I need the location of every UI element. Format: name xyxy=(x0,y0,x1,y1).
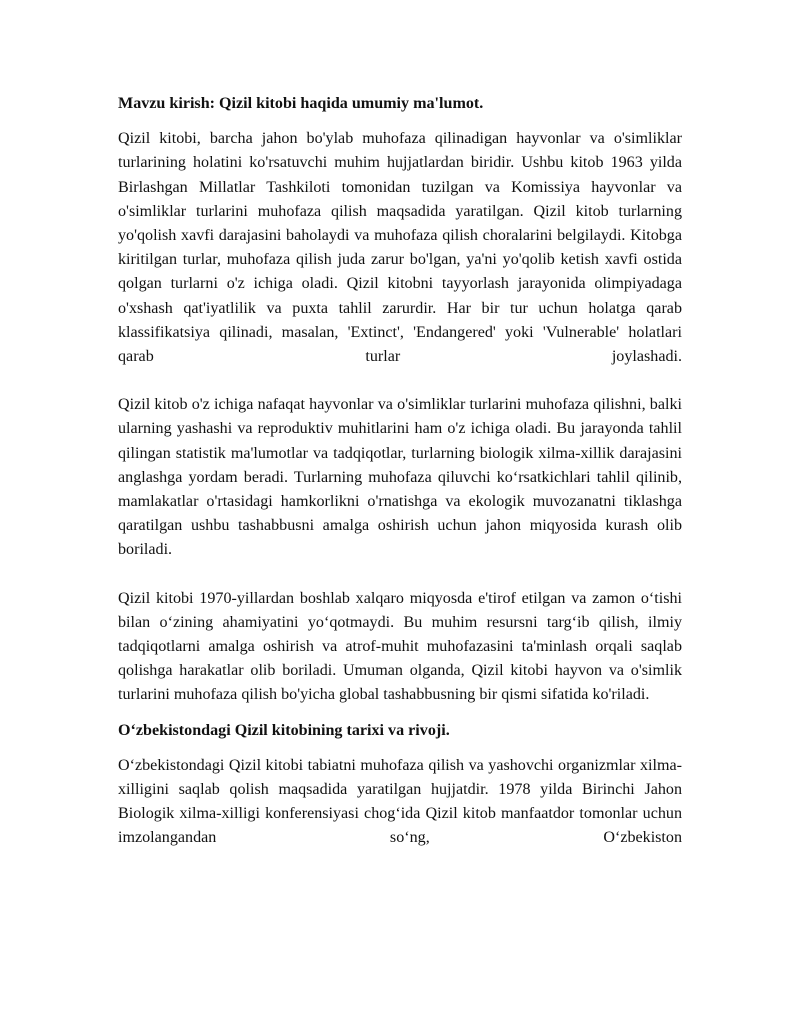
section-heading-history: O‘zbekistondagi Qizil kitobining tarixi va rivoji. xyxy=(118,721,450,739)
paragraph-history-1: O‘zbekistondagi Qizil kitobi tabiatni muhofaza qilish va yashovchi organizmlar xilma-xilligini saqlab qolish maqsadida yaratilgan hujjatdir. 1978 yilda Birinchi Jahon Biologik xilma-xilligi konferensiyasi chog‘ida Qizil kitob manfaatdor tomonlar uchun imzolangandan so‘ng, O‘zbekiston xyxy=(118,756,682,847)
paragraph-intro-3: Qizil kitobi 1970-yillardan boshlab xalqaro miqyosda e'tirof etilgan va zamon o‘tishi bilan o‘zining ahamiyatini yo‘qotmaydi. Bu muhim resursni targ‘ib qilish, ilmiy tadqiqotlarni amalga oshirish va atrof-muhit muhofazasini ta'minlash orqali saqlab qolishga harakatlar olib boriladi. Umuman olganda, Qizil kitobi hayvon va o'simlik turlarini muhofaza qilish bo'yicha global tashabbusning bir qismi sifatida ko'riladi. xyxy=(118,589,682,704)
spacer xyxy=(118,708,682,719)
document-page xyxy=(118,92,682,851)
paragraph-intro-2: Qizil kitob o'z ichiga nafaqat hayvonlar va o'simliklar turlarini muhofaza qilishni, balki ularning yashashi va reproduktiv muhitlarini ham o'z ichiga oladi. Bu jarayonda tahlil qilingan statistik ma'lumotlar va tadqiqotlar, turlarning biologik xilma-xillik darajasini anglashga yordam beradi. Turlarning muhofaza qiluvchi ko‘rsatkichlari tahlil qilinib, mamlakatlar o'rtasidagi hamkorlikni o'rnatishga va ekologik muvozanatni tiklashga qaratilgan ushbu tashabbusni amalga oshirish uchun jahon miqyosida kurash olib boriladi. xyxy=(118,396,682,559)
paragraph-intro-1: Qizil kitobi, barcha jahon bo'ylab muhofaza qilinadigan hayvonlar va o'simliklar turlarining holatini ko'rsatuvchi muhim hujjatlardan biridir. Ushbu kitob 1963 yilda Birlashgan Millatlar Tashkiloti tomonidan tuzilgan va Komissiya hayvonlar va o'simliklar turlarini muhofaza qilish maqsadida yaratilgan. Qizil kitob turlarning yo'qolish xavfi darajasini baholaydi va muhofaza qilish choralarini belgilaydi. Kitobga kiritilgan turlar, muhofaza qilish juda zarur bo'lgan, ya'ni yo'qolib ketish xavfi ostida qolgan turlarni o'z ichiga oladi. Qizil kitobni tayyorlash jarayonida olimpiyadaga o'xshash qat'iyatlilik va puxta tahlil zarurdir. Har bir tur uchun holatga qarab klassifikatsiya qilinadi, masalan, 'Extinct', 'Endangered' yoki 'Vulnerable' holatlari qarab turlar joylashadi. xyxy=(118,130,682,366)
blank-line xyxy=(118,369,682,393)
blank-line xyxy=(118,563,682,587)
section-heading-intro: Mavzu kirish: Qizil kitobi haqida umumiy ma'lumot. xyxy=(118,95,484,112)
